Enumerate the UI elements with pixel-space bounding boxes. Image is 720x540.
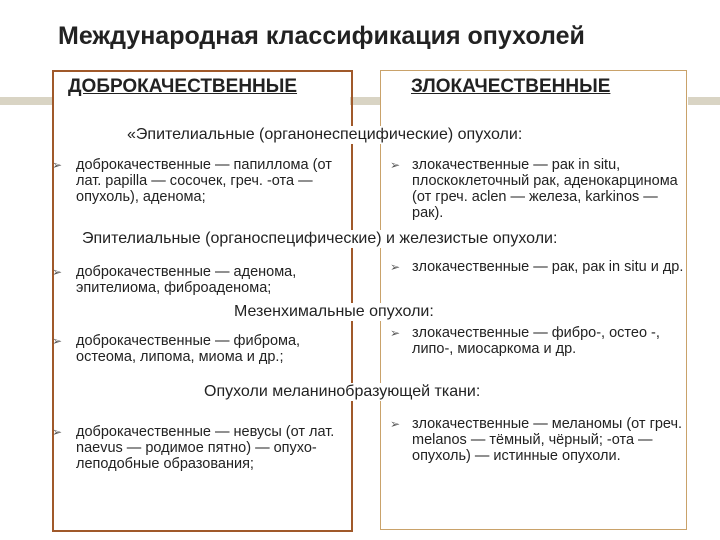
malignant-item: злокачественные — рак in situ, плоскоклеточный рак, аденокарцинома (от греч. aclen — железа, karkinos — рак).: [412, 157, 682, 221]
page-title: Международная классификация опухолей: [58, 22, 585, 50]
decorative-bar-left: [0, 97, 52, 105]
bullet-icon: ➢: [390, 326, 401, 340]
bullet-icon: ➢: [52, 158, 63, 172]
decorative-bar-middle: [350, 97, 380, 105]
benign-item: доброкачественные — фиброма, остеома, липома, миома и др.;: [76, 333, 344, 365]
bullet-icon: ➢: [52, 265, 63, 279]
bullet-icon: ➢: [390, 260, 401, 274]
section-heading: Опухоли меланинобразующей ткани:: [204, 383, 481, 400]
benign-item: доброкачественные — аденома, эпителиома, фиброаденома;: [76, 264, 346, 296]
bullet-icon: ➢: [390, 158, 401, 172]
decorative-bar-right: [688, 97, 720, 105]
section-heading: Эпителиальные (органоспецифические) и железистые опухоли:: [82, 230, 558, 247]
bullet-icon: ➢: [52, 425, 63, 439]
benign-item: доброкачественные — папиллома (от лат. papilla — сосочек, греч. -ота — опухоль), аденома;: [76, 157, 351, 205]
section-heading: Мезенхимальные опухоли:: [234, 303, 434, 320]
malignant-item: злокачественные — фибро-, остео -, липо-, миосаркома и др.: [412, 325, 684, 357]
benign-column-heading: ДОБРОКАЧЕСТВЕННЫЕ: [68, 76, 298, 97]
bullet-icon: ➢: [52, 334, 63, 348]
malignant-column-heading: ЗЛОКАЧЕСТВЕННЫЕ: [411, 76, 611, 97]
malignant-item: злокачественные — рак, рак in situ и др.: [412, 259, 684, 275]
malignant-item: злокачественные — меланомы (от греч. melanos — тёмный, чёрный; -ота — опухоль) — истинные опухоли.: [412, 416, 683, 464]
bullet-icon: ➢: [390, 417, 401, 431]
benign-item: доброкачественные — невусы (от лат. naevus — родимое пятно) — опухо-леподобные образования;: [76, 424, 346, 472]
section-heading: «Эпителиальные (органонеспецифические) опухоли:: [127, 126, 523, 143]
